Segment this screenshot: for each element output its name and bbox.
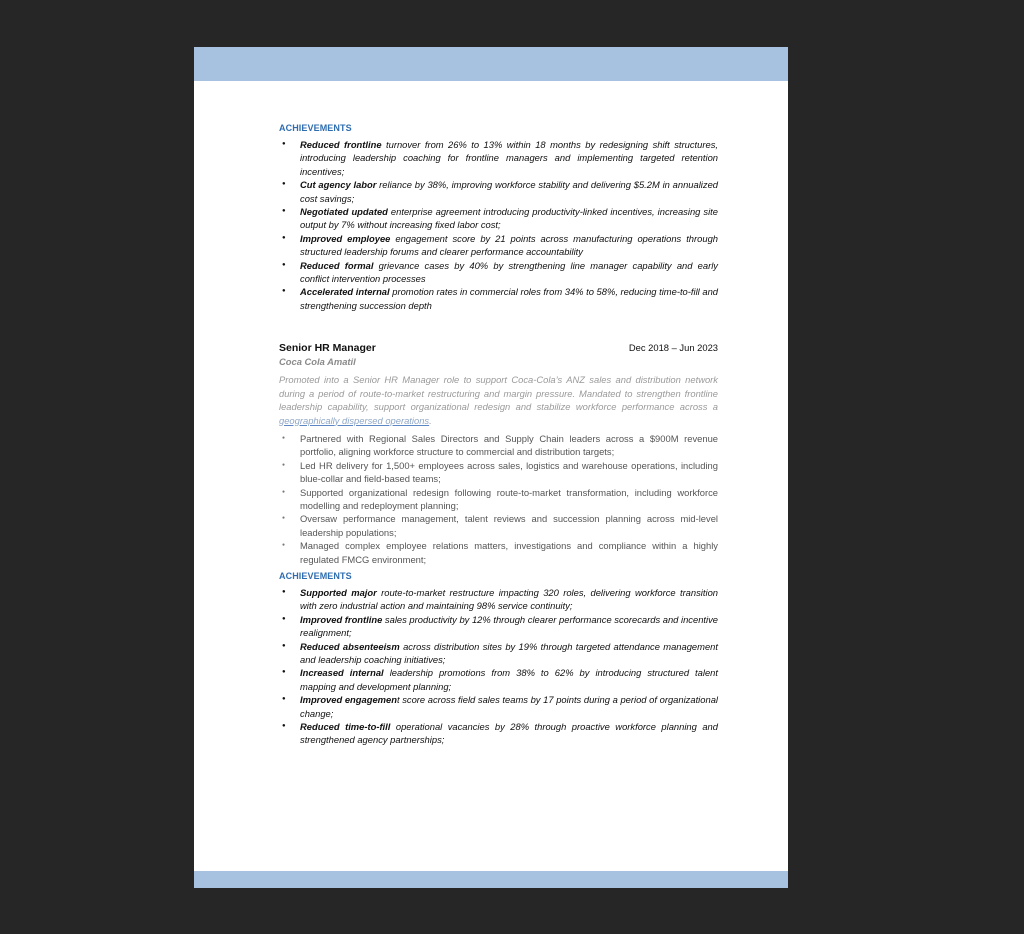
achievement-item: ● Negotiated updated enterprise agreement introducing productivity-linked incentives, increasing site output by 7% without increasing fixed labor cost; <box>279 205 718 232</box>
duty-item: ● Partnered with Regional Sales Directors and Supply Chain leaders across a $900M revenue portfolio, aligning workforce structure to commercial and distribution targets; <box>279 432 718 459</box>
achievements-list <box>279 138 718 312</box>
achievement-item: ● Supported major route-to-market restructure impacting 320 roles, delivering workforce transition with zero industrial action and maintaining 98% service continuity; <box>279 586 718 613</box>
achievement-item: ● Reduced time-to-fill operational vacancies by 28% through proactive workforce planning and strengthened agency partnerships; <box>279 720 718 747</box>
summary-link[interactable]: geographically dispersed operations <box>279 414 430 426</box>
achievement-item: ● Reduced frontline turnover from 26% to 13% within 18 months by redesigning shift structures, introducing leadership coaching for frontline managers and implementing targeted retention incentives; <box>279 138 718 178</box>
duty-item: ● Supported organizational redesign following route-to-market transformation, including workforce modelling and redeployment planning; <box>279 486 718 513</box>
duties-list <box>279 432 718 566</box>
company-name: Coca Cola Amatil <box>279 356 356 368</box>
role-summary: Promoted into a Senior HR Manager role to support Coca-Cola’s ANZ sales and distribution network during a period of route-to-market restructuring and margin pressure. Mandated to strengthen frontline leadership capability, support organizational redesign and stabilize workforce performance across a geographically dispersed operations. <box>279 374 718 426</box>
achievements-heading: ACHIEVEMENTS <box>279 570 352 581</box>
role-title: Senior HR Manager <box>279 342 376 355</box>
achievement-item: ● Improved engagement score across field sales teams by 17 points during a period of organizational change; <box>279 693 718 720</box>
resume-page <box>194 47 788 888</box>
achievement-item: ● Cut agency labor reliance by 38%, improving workforce stability and delivering $5.2M in annualized cost savings; <box>279 178 718 205</box>
role-dates: Dec 2018 – Jun 2023 <box>628 342 718 354</box>
achievement-item: ● Reduced formal grievance cases by 40% by strengthening line manager capability and early conflict intervention processes <box>279 259 718 286</box>
duty-item: ● Led HR delivery for 1,500+ employees across sales, logistics and warehouse operations, including blue-collar and field-based teams; <box>279 459 718 486</box>
achievement-item: ● Improved frontline sales productivity by 12% through clearer performance scorecards and incentive realignment; <box>279 613 718 640</box>
page-content <box>279 122 718 747</box>
duty-item: ● Oversaw performance management, talent reviews and succession planning across mid-level leadership populations; <box>279 512 718 539</box>
role-header <box>279 341 718 355</box>
footer-band <box>194 871 788 888</box>
achievement-item: ● Increased internal leadership promotions from 38% to 62% by introducing structured talent mapping and development planning; <box>279 666 718 693</box>
header-band <box>194 47 788 81</box>
achievements-list <box>279 586 718 747</box>
achievement-item: ● Improved employee engagement score by 21 points across manufacturing operations through structured leadership forums and clearer performance accountability <box>279 232 718 259</box>
achievement-item: ● Accelerated internal promotion rates in commercial roles from 34% to 58%, reducing time-to-fill and strengthening succession depth <box>279 285 718 312</box>
achievements-heading: ACHIEVEMENTS <box>279 123 352 133</box>
achievement-item: ● Reduced absenteeism across distribution sites by 19% through targeted attendance management and leadership coaching initiatives; <box>279 640 718 667</box>
duty-item: ● Managed complex employee relations matters, investigations and compliance within a highly regulated FMCG environment; <box>279 539 718 566</box>
